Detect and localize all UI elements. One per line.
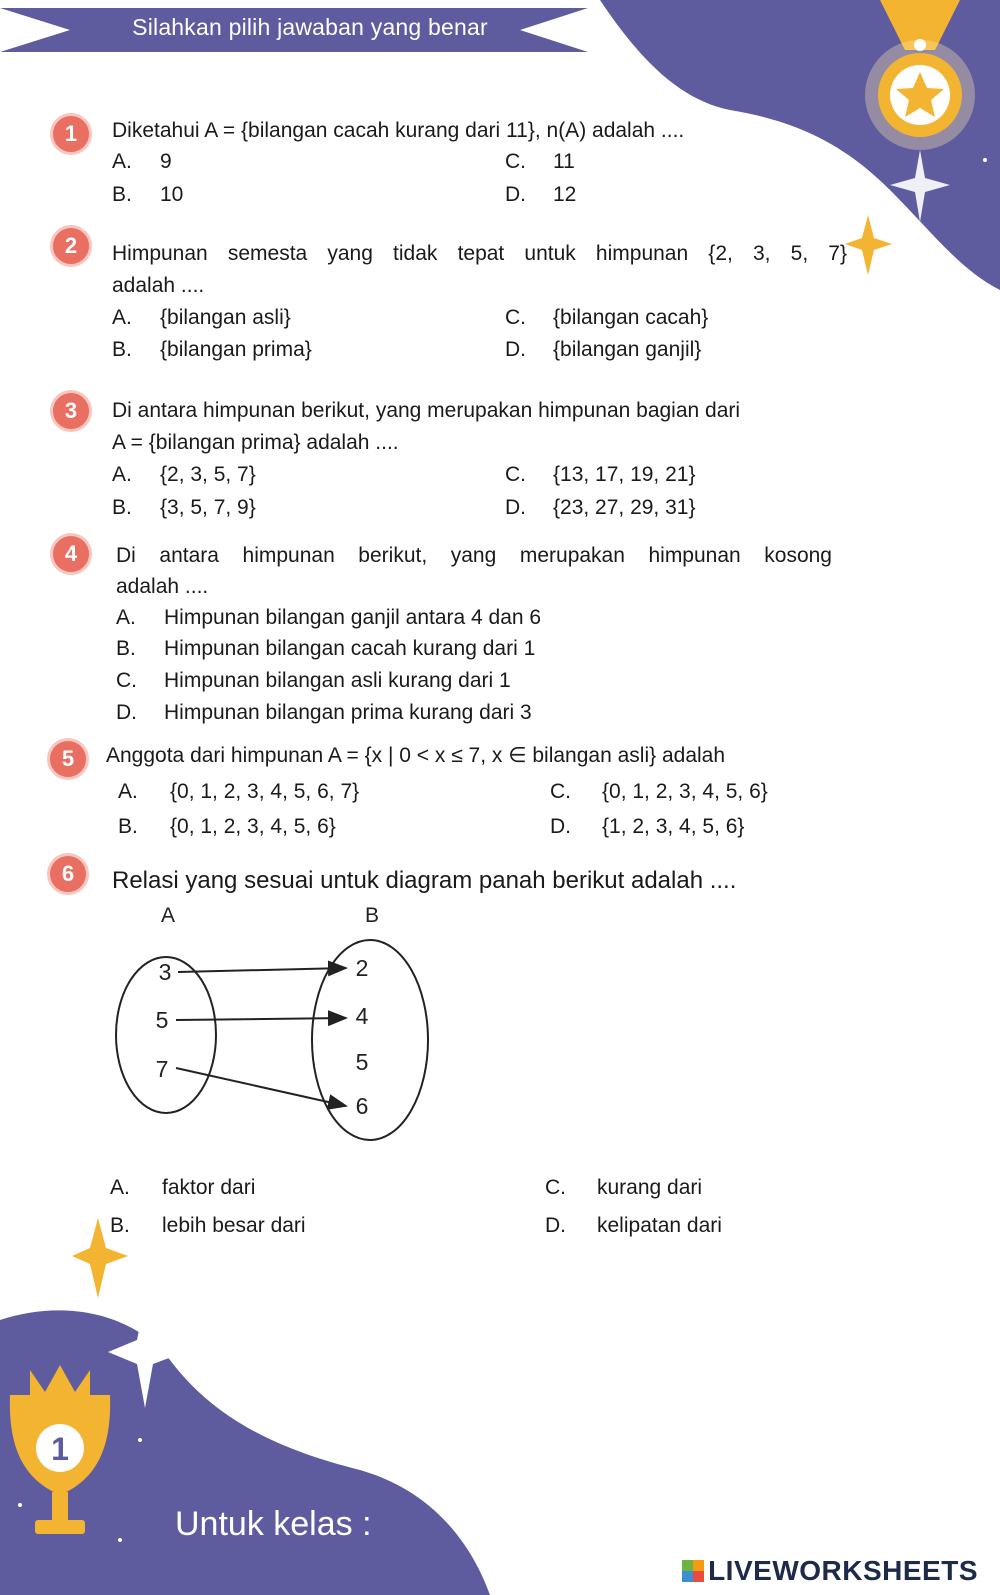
answer-option[interactable] <box>550 812 744 842</box>
answer-option[interactable] <box>550 777 768 807</box>
answer-option[interactable] <box>505 335 701 365</box>
option-letter: B. <box>112 496 132 519</box>
question-number-badge: 4 <box>50 533 92 575</box>
question-number-badge: 5 <box>47 738 89 780</box>
option-text: 11 <box>553 150 575 173</box>
question-text-continued: A = {bilangan prima} adalah .... <box>112 431 399 454</box>
answer-option[interactable] <box>110 1211 306 1241</box>
set-b-element: 6 <box>355 1093 369 1119</box>
answer-option[interactable] <box>505 147 575 177</box>
answer-option[interactable] <box>118 777 359 807</box>
option-letter: B. <box>112 183 132 206</box>
set-a-label: A <box>160 904 176 927</box>
option-text: {0, 1, 2, 3, 4, 5, 6} <box>170 815 336 838</box>
set-b-ellipse <box>312 940 428 1140</box>
trophy-number: 1 <box>51 1431 69 1467</box>
option-letter: D. <box>505 183 526 206</box>
option-letter: A. <box>116 606 136 629</box>
answer-option[interactable] <box>505 180 576 210</box>
option-text: {2, 3, 5, 7} <box>160 463 256 486</box>
question-text: Relasi yang sesuai untuk diagram panah berikut adalah .... <box>112 867 737 894</box>
answer-option[interactable] <box>116 698 532 728</box>
question-text-continued: adalah .... <box>112 274 205 297</box>
option-text: 9 <box>160 150 172 173</box>
option-text: {13, 17, 19, 21} <box>553 463 696 486</box>
option-letter: B. <box>116 637 136 660</box>
option-text: {bilangan asli} <box>160 306 291 329</box>
answer-option[interactable] <box>505 303 708 333</box>
question-text: Himpunan semesta yang tidak tepat untuk himpunan {2, 3, 5, 7} <box>112 242 847 265</box>
banner-title: Silahkan pilih jawaban yang benar <box>132 14 488 40</box>
question-text: Diketahui A = {bilangan cacah kurang dari 11}, n(A) adalah .... <box>112 119 685 142</box>
option-letter: C. <box>545 1176 566 1199</box>
answer-option[interactable] <box>545 1173 702 1203</box>
question-text-continued: adalah .... <box>116 575 209 598</box>
answer-option[interactable] <box>112 335 312 365</box>
liveworksheets-brand[interactable] <box>682 1555 978 1587</box>
option-text: kurang dari <box>597 1176 703 1199</box>
question-number-badge: 1 <box>50 113 92 155</box>
option-letter: A. <box>112 463 132 486</box>
option-letter: D. <box>116 701 137 724</box>
option-letter: A. <box>118 780 138 803</box>
option-text: {bilangan ganjil} <box>553 338 702 361</box>
option-text: {1, 2, 3, 4, 5, 6} <box>602 815 745 838</box>
question-number-badge: 3 <box>50 390 92 432</box>
option-letter: C. <box>505 306 526 329</box>
relation-arrow <box>178 968 346 972</box>
option-letter: A. <box>112 150 132 173</box>
question-number-badge: 6 <box>47 853 89 895</box>
brand-text: LIVEWORKSHEETS <box>708 1555 978 1586</box>
question-number-badge: 2 <box>50 225 92 267</box>
answer-option[interactable] <box>505 460 695 490</box>
option-text: {bilangan cacah} <box>553 306 709 329</box>
option-letter: D. <box>505 338 526 361</box>
option-letter: C. <box>505 150 526 173</box>
answer-option[interactable] <box>116 634 535 664</box>
set-a-element: 3 <box>158 959 172 985</box>
relation-arrow <box>176 1018 346 1020</box>
set-a-element: 5 <box>155 1007 169 1033</box>
option-text: 12 <box>553 183 577 206</box>
option-letter: B. <box>118 815 138 838</box>
option-letter: D. <box>505 496 526 519</box>
option-letter: C. <box>550 780 571 803</box>
arrow-diagram <box>100 900 440 1160</box>
sparkle-icon <box>845 215 892 275</box>
question-text: Anggota dari himpunan A = {x | 0 < x ≤ 7, x ∈ bilangan asli} adalah <box>106 744 726 767</box>
option-text: Himpunan bilangan asli kurang dari 1 <box>164 669 511 692</box>
option-text: {0, 1, 2, 3, 4, 5, 6, 7} <box>170 780 360 803</box>
set-b-element: 5 <box>355 1049 369 1075</box>
relation-arrow <box>176 1068 346 1106</box>
option-text: faktor dari <box>162 1176 256 1199</box>
answer-option[interactable] <box>112 303 291 333</box>
liveworksheets-logo-icon <box>682 1560 704 1582</box>
option-text: {0, 1, 2, 3, 4, 5, 6} <box>602 780 768 803</box>
option-text: Himpunan bilangan cacah kurang dari 1 <box>164 637 536 660</box>
option-text: Himpunan bilangan ganjil antara 4 dan 6 <box>164 606 542 629</box>
option-text: {3, 5, 7, 9} <box>160 496 256 519</box>
option-text: 10 <box>160 183 184 206</box>
option-letter: C. <box>505 463 526 486</box>
option-letter: D. <box>545 1214 566 1237</box>
answer-option[interactable] <box>545 1211 722 1241</box>
set-b-label: B <box>364 904 380 927</box>
option-letter: B. <box>110 1214 130 1237</box>
option-letter: B. <box>112 338 132 361</box>
option-text: {23, 27, 29, 31} <box>553 496 696 519</box>
option-letter: D. <box>550 815 571 838</box>
option-letter: A. <box>112 306 132 329</box>
set-b-element: 2 <box>355 955 369 981</box>
answer-option[interactable] <box>112 180 183 210</box>
class-label: Untuk kelas : <box>175 1505 372 1543</box>
option-text: Himpunan bilangan prima kurang dari 3 <box>164 701 532 724</box>
question-text: Di antara himpunan berikut, yang merupakan himpunan bagian dari <box>112 399 741 422</box>
option-letter: C. <box>116 669 137 692</box>
set-b-element: 4 <box>355 1003 369 1029</box>
answer-option[interactable] <box>112 147 172 177</box>
answer-option[interactable] <box>116 666 511 696</box>
option-text: {bilangan prima} <box>160 338 312 361</box>
answer-option[interactable] <box>112 460 256 490</box>
answer-option[interactable] <box>116 603 541 633</box>
answer-option[interactable] <box>505 493 695 523</box>
question-text: Di antara himpunan berikut, yang merupakan himpunan kosong <box>116 544 832 567</box>
answer-option[interactable] <box>112 493 256 523</box>
set-a-element: 7 <box>155 1056 169 1082</box>
answer-option[interactable] <box>110 1173 255 1203</box>
option-letter: A. <box>110 1176 130 1199</box>
option-text: lebih besar dari <box>162 1214 306 1237</box>
answer-option[interactable] <box>118 812 336 842</box>
option-text: kelipatan dari <box>597 1214 722 1237</box>
